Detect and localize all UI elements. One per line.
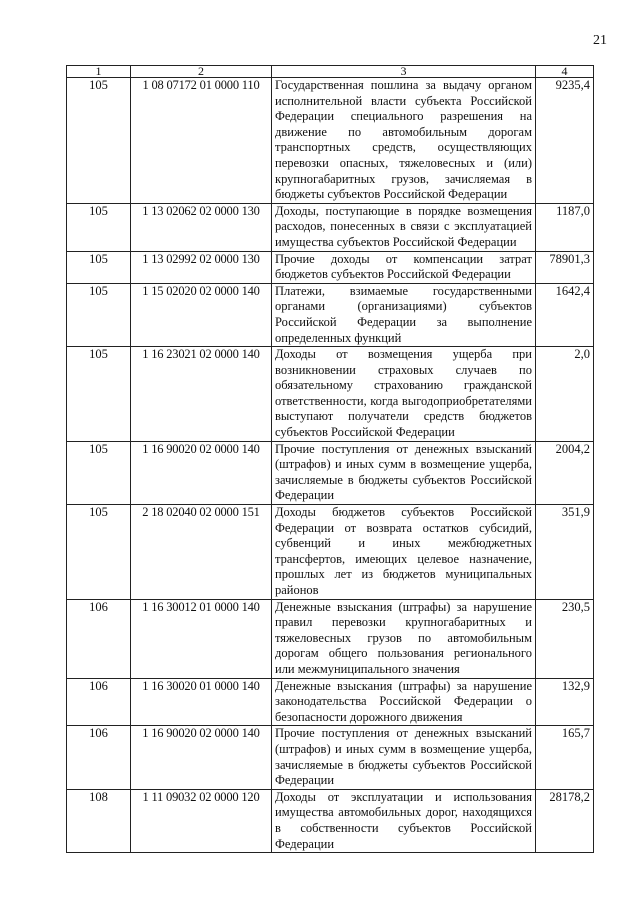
revenue-name-cell: Платежи, взимаемые государственными органами (организациями) субъектов Российской Федерации за выполнение определенных функций — [272, 283, 536, 346]
revenue-name-cell: Доходы, поступающие в порядке возмещения расходов, понесенных в связи с эксплуатацией имущества субъектов Российской Федерации — [272, 203, 536, 251]
revenue-name-cell: Прочие поступления от денежных взысканий (штрафов) и иных сумм в возмещение ущерба, зачисляемые в бюджеты субъектов Российской Федерации — [272, 441, 536, 504]
table-row — [67, 347, 594, 442]
revenue-table — [66, 65, 594, 853]
admin-code-cell: 108 — [67, 789, 131, 852]
budget-code-cell: 1 16 90020 02 0000 140 — [131, 441, 272, 504]
budget-code-cell: 2 18 02040 02 0000 151 — [131, 505, 272, 600]
revenue-name-cell: Денежные взыскания (штрафы) за нарушение законодательства Российской Федерации о безопасности дорожного движения — [272, 678, 536, 726]
table-row — [67, 78, 594, 204]
budget-code-cell: 1 16 30020 01 0000 140 — [131, 678, 272, 726]
admin-code-cell: 105 — [67, 78, 131, 204]
admin-code-cell: 106 — [67, 599, 131, 678]
admin-code-cell: 105 — [67, 441, 131, 504]
column-header-2: 2 — [131, 66, 272, 78]
amount-cell: 132,9 — [536, 678, 594, 726]
revenue-name-cell: Доходы от эксплуатации и использования имущества автомобильных дорог, находящихся в собственности субъектов Российской Федерации — [272, 789, 536, 852]
amount-cell: 351,9 — [536, 505, 594, 600]
budget-code-cell: 1 16 30012 01 0000 140 — [131, 599, 272, 678]
admin-code-cell: 105 — [67, 283, 131, 346]
revenue-name-cell: Прочие доходы от компенсации затрат бюджетов субъектов Российской Федерации — [272, 251, 536, 283]
amount-cell: 9235,4 — [536, 78, 594, 204]
table-row — [67, 789, 594, 852]
column-header-1: 1 — [67, 66, 131, 78]
budget-code-cell: 1 16 23021 02 0000 140 — [131, 347, 272, 442]
table-row — [67, 283, 594, 346]
amount-cell: 78901,3 — [536, 251, 594, 283]
admin-code-cell: 105 — [67, 505, 131, 600]
admin-code-cell: 105 — [67, 251, 131, 283]
table-row — [67, 203, 594, 251]
revenue-name-cell: Государственная пошлина за выдачу органом исполнительной власти субъекта Российской Федерации специального разрешения на движение по автомобильным дорогам транспортных средств, осуществляющих перевозки опасных, тяжеловесных и (или) крупногабаритных грузов, зачисляемая в бюджеты субъектов Российской Федерации — [272, 78, 536, 204]
page-number: 21 — [593, 33, 607, 48]
table-header-row — [67, 66, 594, 78]
amount-cell: 2004,2 — [536, 441, 594, 504]
admin-code-cell: 106 — [67, 678, 131, 726]
column-header-4: 4 — [536, 66, 594, 78]
table-row — [67, 251, 594, 283]
table-row — [67, 505, 594, 600]
admin-code-cell: 106 — [67, 726, 131, 789]
amount-cell: 1642,4 — [536, 283, 594, 346]
admin-code-cell: 105 — [67, 347, 131, 442]
budget-code-cell: 1 08 07172 01 0000 110 — [131, 78, 272, 204]
table-row — [67, 441, 594, 504]
budget-code-cell: 1 11 09032 02 0000 120 — [131, 789, 272, 852]
budget-code-cell: 1 13 02062 02 0000 130 — [131, 203, 272, 251]
revenue-name-cell: Доходы бюджетов субъектов Российской Федерации от возврата остатков субсидий, субвенций и иных межбюджетных трансфертов, имеющих целевое назначение, прошлых лет из бюджетов муниципальных районов — [272, 505, 536, 600]
table-row — [67, 678, 594, 726]
table-row — [67, 726, 594, 789]
budget-code-cell: 1 16 90020 02 0000 140 — [131, 726, 272, 789]
table-row — [67, 599, 594, 678]
admin-code-cell: 105 — [67, 203, 131, 251]
revenue-name-cell: Прочие поступления от денежных взысканий (штрафов) и иных сумм в возмещение ущерба, зачисляемые в бюджеты субъектов Российской Федерации — [272, 726, 536, 789]
budget-code-cell: 1 15 02020 02 0000 140 — [131, 283, 272, 346]
revenue-name-cell: Доходы от возмещения ущерба при возникновении страховых случаев по обязательному страхованию гражданской ответственности, когда выгодоприобретателями выступают получатели средств бюджетов субъектов Российской Федерации — [272, 347, 536, 442]
amount-cell: 2,0 — [536, 347, 594, 442]
amount-cell: 165,7 — [536, 726, 594, 789]
amount-cell: 1187,0 — [536, 203, 594, 251]
column-header-3: 3 — [272, 66, 536, 78]
amount-cell: 230,5 — [536, 599, 594, 678]
budget-code-cell: 1 13 02992 02 0000 130 — [131, 251, 272, 283]
revenue-name-cell: Денежные взыскания (штрафы) за нарушение правил перевозки крупногабаритных и тяжеловесных грузов по автомобильным дорогам общего пользования регионального или межмуниципального значения — [272, 599, 536, 678]
amount-cell: 28178,2 — [536, 789, 594, 852]
